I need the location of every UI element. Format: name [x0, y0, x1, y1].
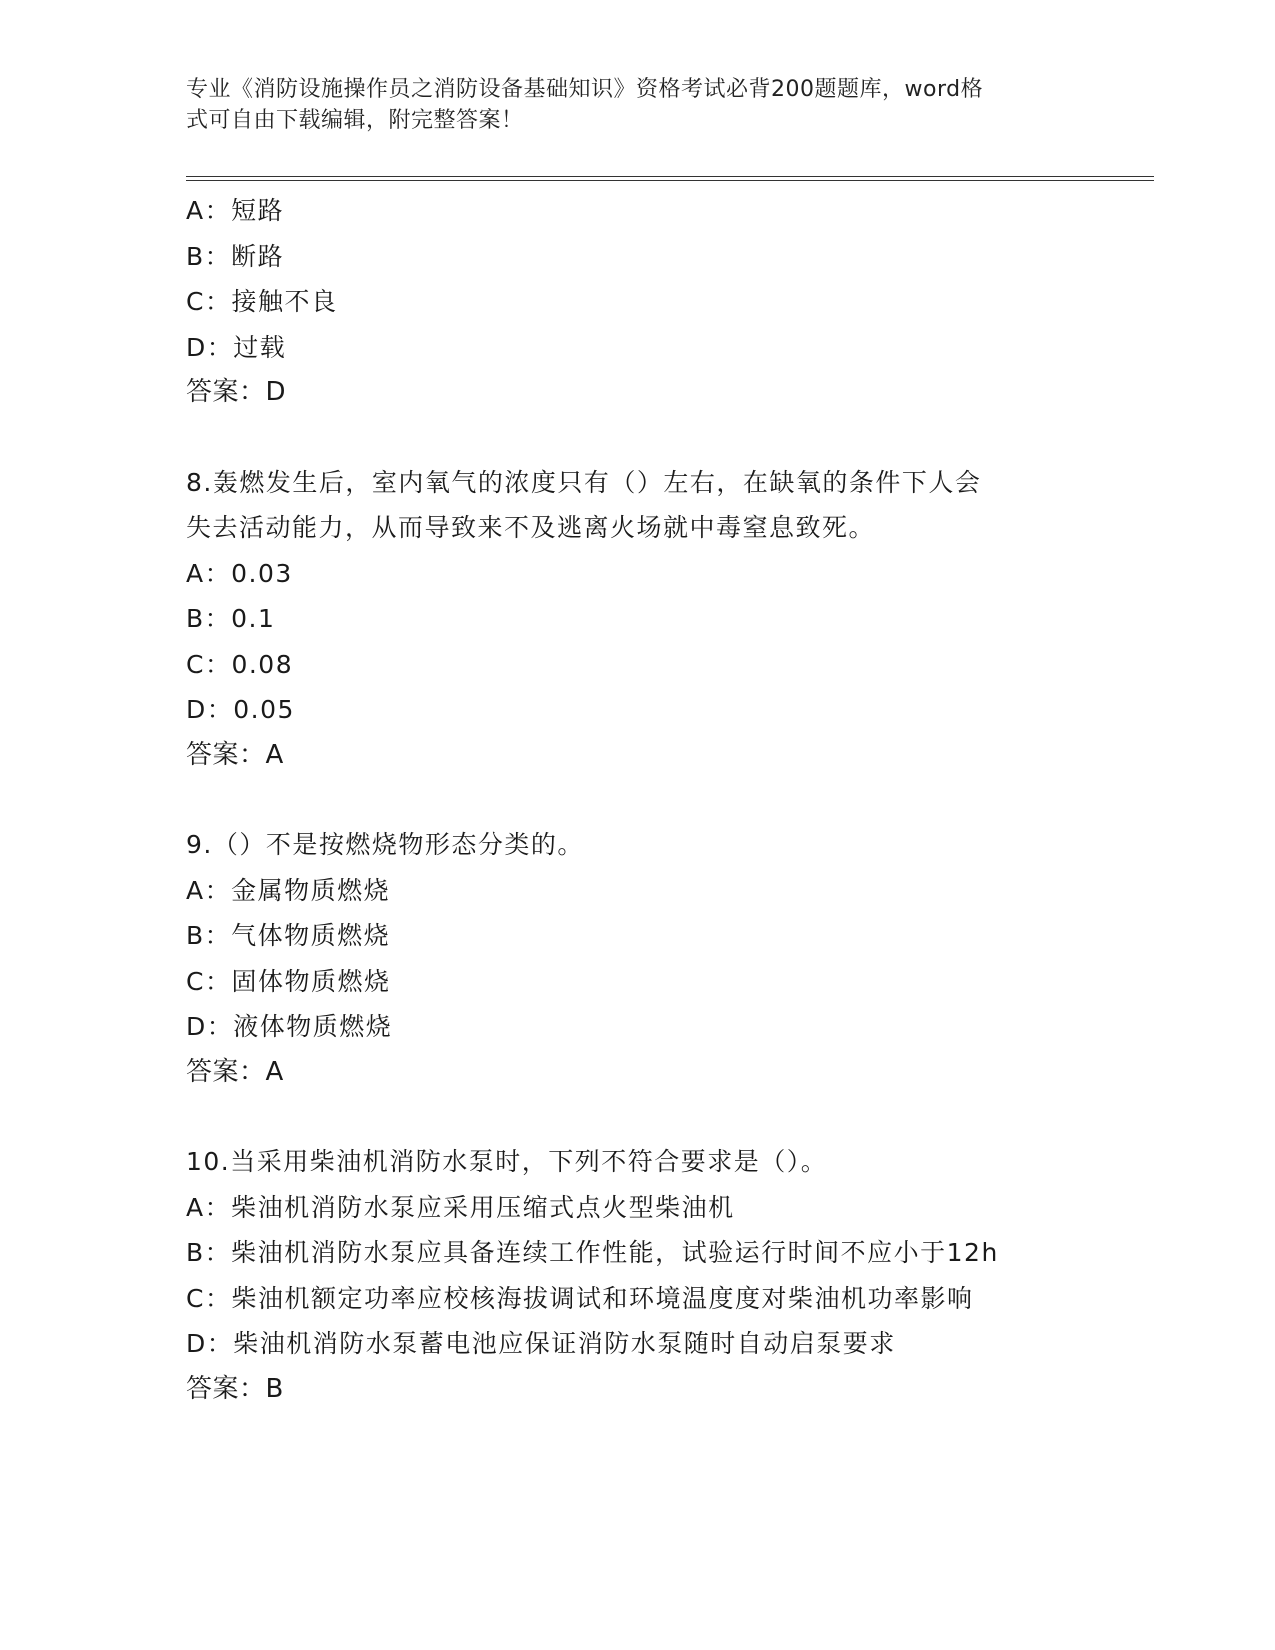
option-c: C：固体物质燃烧	[186, 966, 391, 996]
option-a: A：0.03	[186, 558, 293, 588]
option-b: B：断路	[186, 241, 285, 271]
question-stem-line1: 9.（）不是按燃烧物形态分类的。	[186, 830, 584, 859]
option-c: C：柴油机额定功率应校核海拔调试和环境温度度对柴油机功率影响	[186, 1283, 974, 1313]
option-c: C：0.08	[186, 649, 294, 679]
question-9	[186, 822, 1146, 1095]
spacer	[186, 1095, 1146, 1139]
option-b: B：柴油机消防水泵应具备连续工作性能，试验运行时间不应小于12h	[186, 1238, 999, 1267]
option-c: C：接触不良	[186, 287, 338, 316]
question-8	[186, 460, 1146, 779]
header-title-line1: 专业《消防设施操作员之消防设备基础知识》资格考试必背200题题库，word格	[186, 77, 984, 102]
spacer	[186, 416, 1146, 460]
option-b: B：0.1	[186, 604, 276, 633]
answer-line: 答案：D	[186, 377, 287, 407]
option-b: B：气体物质燃烧	[186, 921, 391, 950]
document-header	[186, 74, 1066, 136]
option-a: A：柴油机消防水泵应采用压缩式点火型柴油机	[186, 1192, 735, 1222]
answer-line: 答案：B	[186, 1373, 284, 1404]
question-7-continued	[186, 188, 1146, 416]
option-d: D：过载	[186, 332, 287, 362]
option-d: D：柴油机消防水泵蓄电池应保证消防水泵随时自动启泵要求	[186, 1329, 896, 1358]
option-d: D：0.05	[186, 695, 295, 724]
header-title-line2: 式可自由下载编辑，附完整答案！	[186, 108, 524, 133]
question-10	[186, 1139, 1146, 1412]
option-d: D：液体物质燃烧	[186, 1012, 393, 1041]
question-content	[186, 188, 1146, 1412]
option-a: A：金属物质燃烧	[186, 875, 391, 905]
spacer	[186, 778, 1146, 822]
question-stem-line1: 10.当采用柴油机消防水泵时，下列不符合要求是（）。	[186, 1147, 828, 1176]
answer-line: 答案：A	[186, 739, 284, 770]
option-a: A：短路	[186, 196, 285, 225]
question-stem-line2: 失去活动能力，从而导致来不及逃离火场就中毒窒息致死。	[186, 513, 876, 542]
question-stem-line1: 8.轰燃发生后，室内氧气的浓度只有（）左右，在缺氧的条件下人会	[186, 467, 982, 497]
header-divider	[186, 176, 1154, 181]
answer-line: 答案：A	[186, 1056, 284, 1087]
